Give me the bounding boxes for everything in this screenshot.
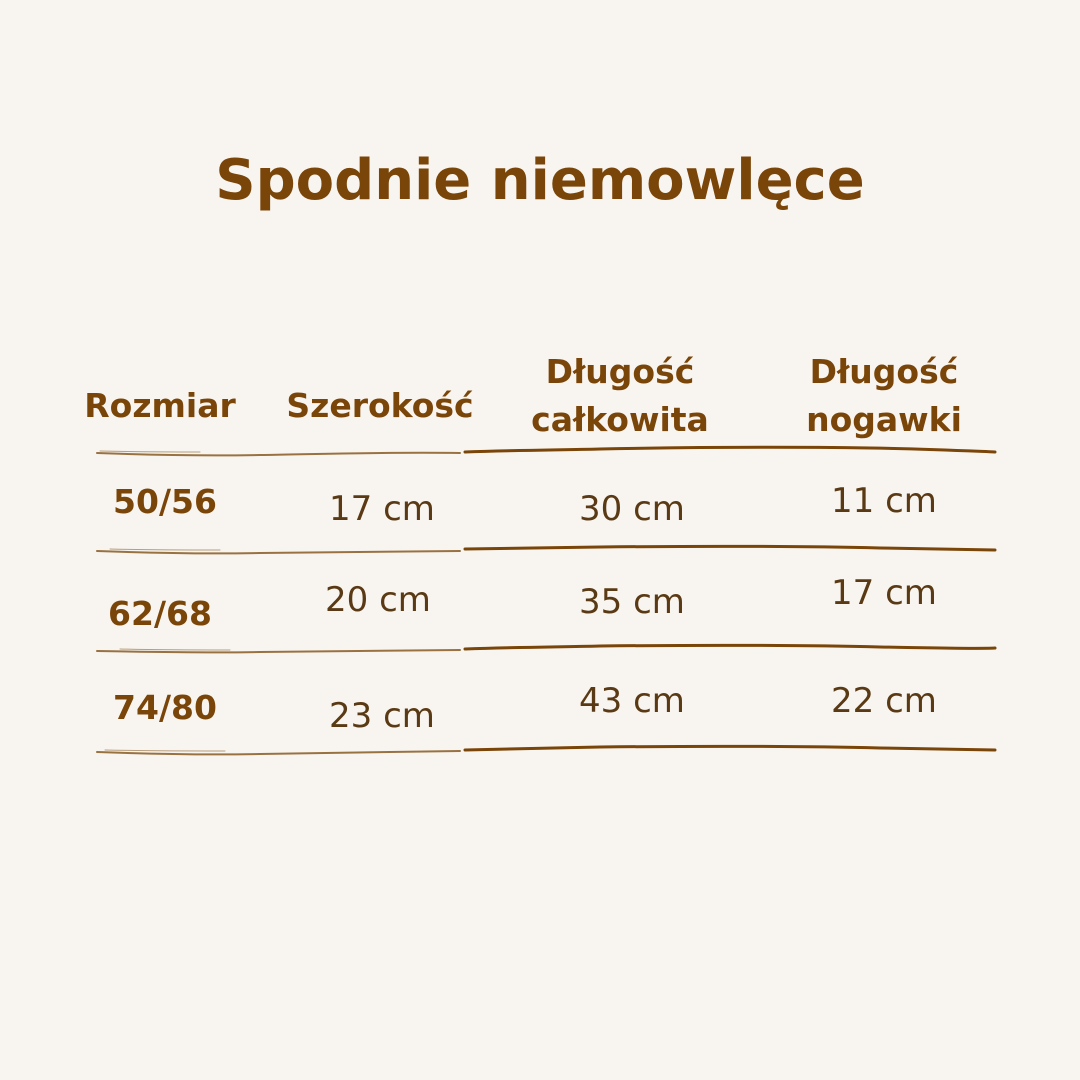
rule-row-2 — [97, 645, 995, 652]
page-title: Spodnie niemowlęce — [215, 148, 865, 213]
row-1-size: 50/56 — [113, 482, 217, 521]
header-size: Rozmiar — [84, 386, 236, 425]
row-1-width: 17 cm — [329, 489, 435, 529]
header-leg-length-line1: Długość — [809, 352, 959, 391]
row-2-total-length: 35 cm — [579, 582, 685, 622]
header-total-length-line2: całkowita — [531, 400, 709, 439]
header-width: Szerokość — [286, 386, 474, 425]
row-3-total-length: 43 cm — [579, 681, 685, 721]
row-3-leg-length: 22 cm — [831, 681, 937, 721]
row-1-total-length: 30 cm — [579, 489, 685, 529]
header-leg-length-line2: nogawki — [806, 400, 962, 439]
header-total-length-line1: Długość — [545, 352, 695, 391]
row-3-size: 74/80 — [113, 688, 217, 727]
row-2-width: 20 cm — [325, 580, 431, 620]
row-1-leg-length: 11 cm — [831, 481, 937, 521]
rule-header — [97, 447, 995, 455]
row-3-width: 23 cm — [329, 696, 435, 736]
row-2-size: 62/68 — [108, 594, 212, 633]
row-2-leg-length: 17 cm — [831, 573, 937, 613]
rule-row-3 — [97, 746, 995, 754]
rule-row-1 — [97, 546, 995, 553]
